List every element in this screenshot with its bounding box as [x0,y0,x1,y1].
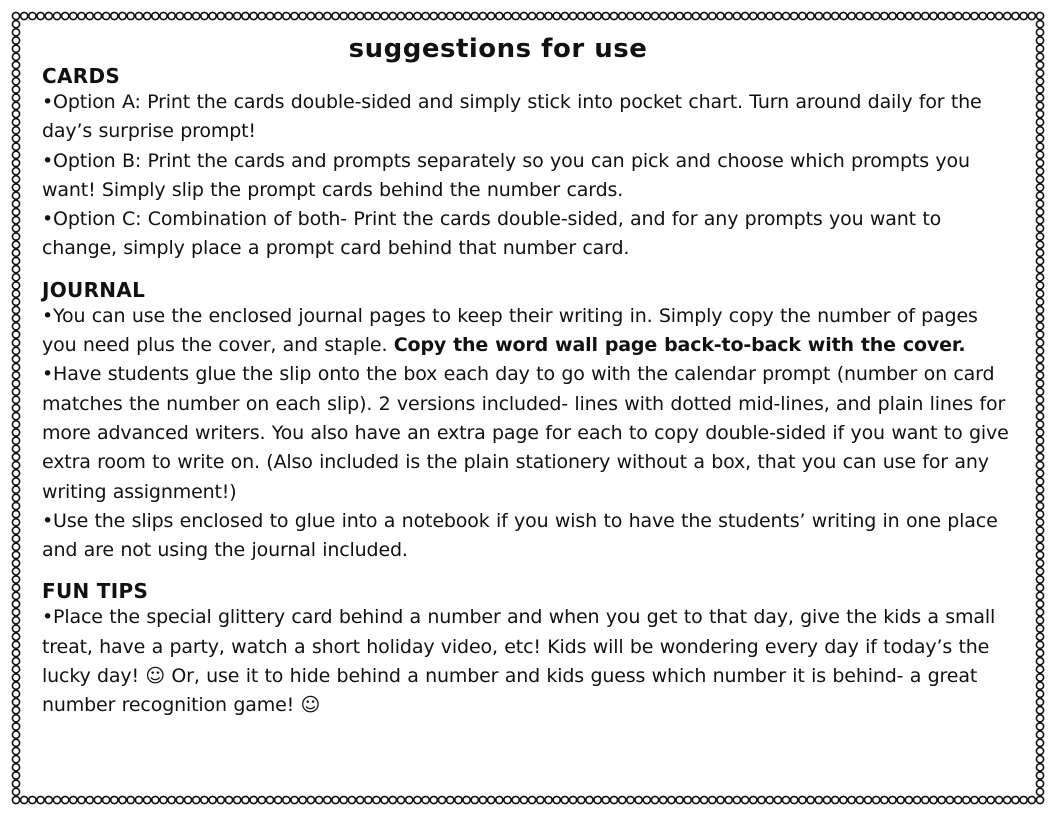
paragraph [42,360,1014,506]
paragraph-text: •Have students glue the slip onto the box each day to go with the calendar prompt (number on card matches the number on each slip). 2 versions included- lines with dotted mid-lines, and plain lines for more advanced writers. You also have an extra page for each to copy double-sided if you want to give extra room to write on. (Also included is the plain stationery without a box, that you can use for any writing assignment!) [42,363,1009,503]
section-cards [42,64,1014,264]
paragraph [42,147,1014,206]
paragraph-text: •Use the slips enclosed to glue into a notebook if you wish to have the students’ writing in one place and are not using the journal included. [42,509,998,562]
paragraph-text: •You can use the enclosed journal pages to keep their writing in. Simply copy the number of pages you need plus the cover, and staple. [42,304,978,357]
section-heading: JOURNAL [42,277,146,302]
paragraph [42,205,1014,264]
paragraph [42,302,1014,361]
paragraph [42,507,1014,566]
paragraph-text: •Option B: Print the cards and prompts separately so you can pick and choose which prompts you want! Simply slip the prompt cards behind the number cards. [42,149,970,201]
document-content [42,32,1014,721]
paragraph-text: •Place the special glittery card behind a number and when you get to that day, give the kids a small treat, have a party, watch a short holiday video, etc! Kids will be wondering every day if today’s the lucky day! ☺ Or, use it to hide behind a number and kids guess which number it is behind- a great number recognition game! ☺ [42,606,996,717]
section-heading: CARDS [42,64,121,88]
paragraph [42,88,1014,147]
paragraph-text: •Option A: Print the cards double-sided and simply stick into pocket chart. Turn around daily for the day’s surprise prompt! [42,91,982,143]
section-journal [42,278,1014,566]
paragraph-text: •Option C: Combination of both- Print the cards double-sided, and for any prompts you want to change, simply place a prompt card behind that number card. [42,208,942,260]
paragraph-bold-text: Copy the word wall page back-to-back with the cover. [393,334,966,357]
section-fun-tips [42,579,1014,720]
section-heading: FUN TIPS [42,579,149,604]
paragraph [42,603,1014,720]
page-title: suggestions for use [348,34,648,64]
